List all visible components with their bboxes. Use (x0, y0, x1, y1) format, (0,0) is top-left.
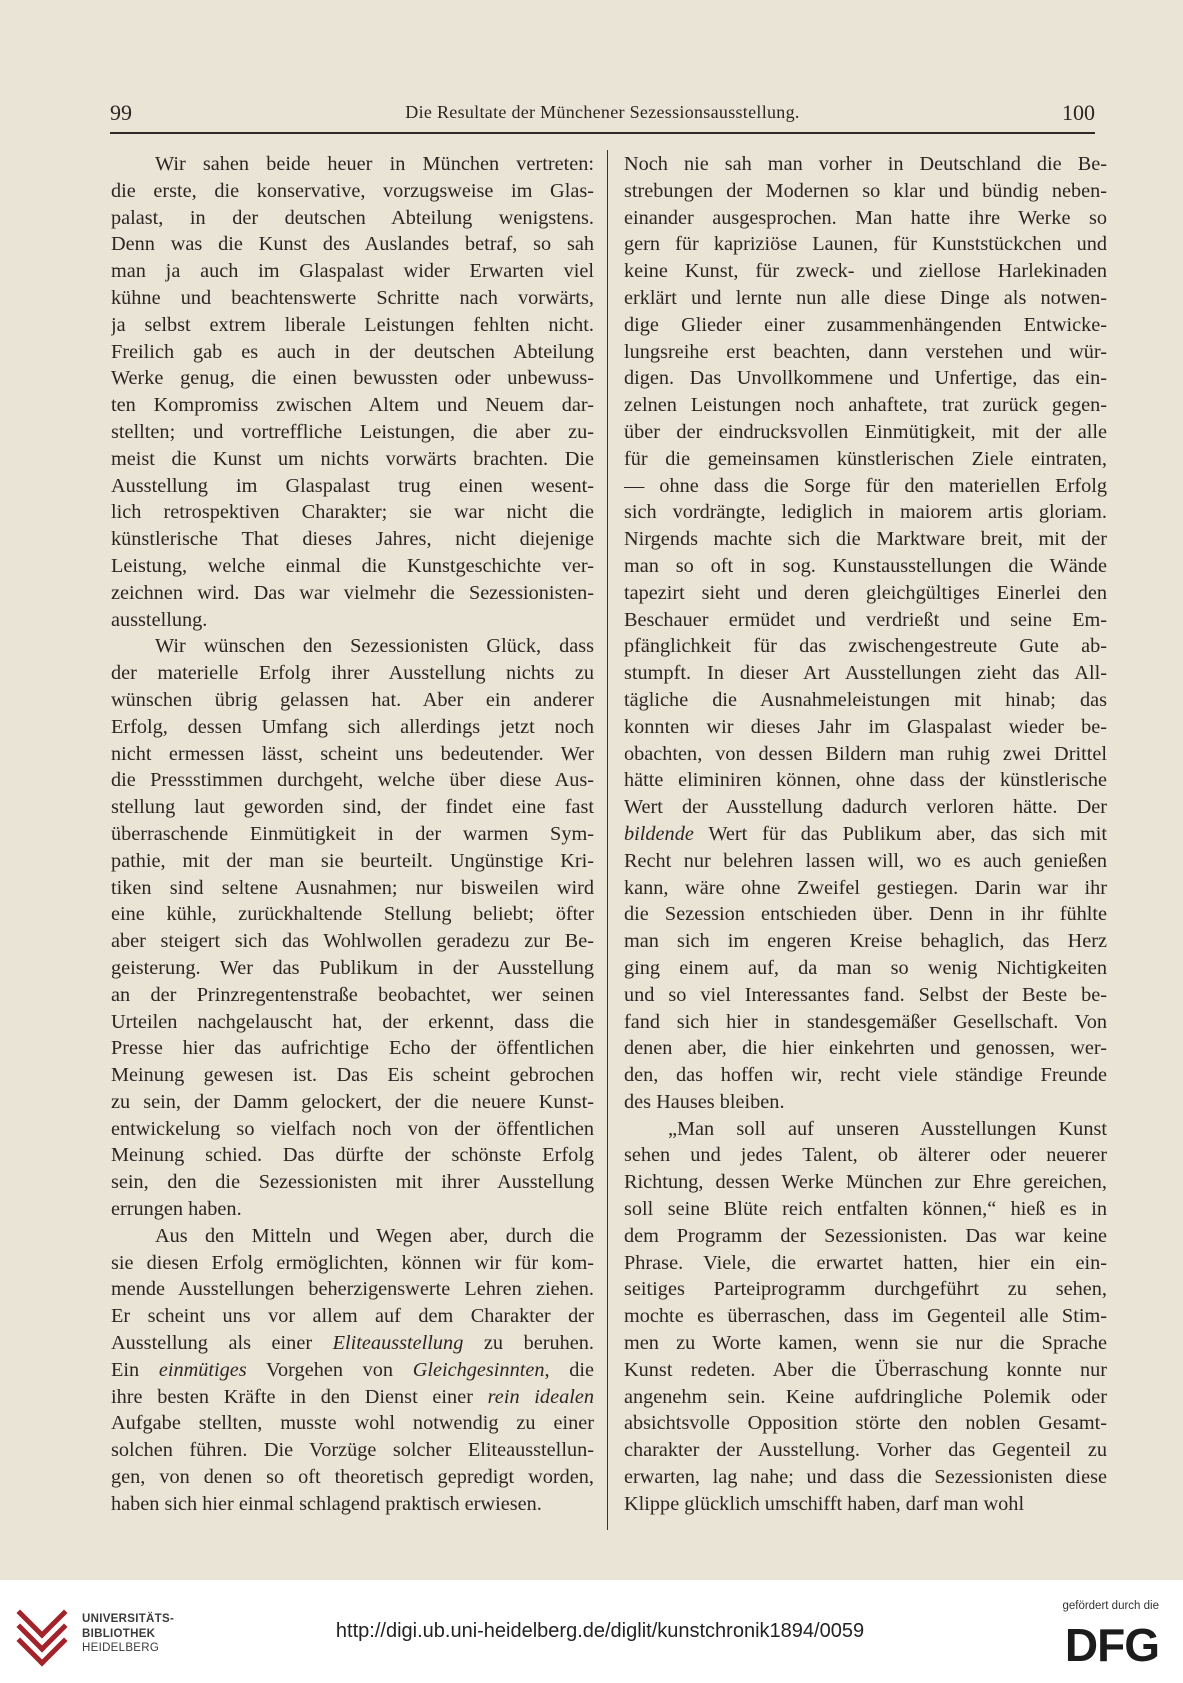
text-line: gen, von denen so oft theoretisch gepredigt worden, (111, 1466, 594, 1489)
text-line: Phrase. Viele, die erwartet hatten, hier ein ein- (624, 1251, 1107, 1274)
running-title: Die Resultate der Münchener Sezessionsausstellung. (405, 102, 800, 122)
text-line: tiken sind seltene Ausnahmen; nur bisweilen wird (111, 876, 594, 899)
text-line: Aus den Mitteln und Wegen aber, durch die (155, 1224, 594, 1247)
text-line: soll seine Blüte reich entfalten können,“ hieß es in (624, 1198, 1107, 1221)
text-line: Ausstellung als einer Eliteausstellung zu beruhen. (111, 1332, 594, 1355)
permalink-url[interactable]: http://digi.ub.uni-heidelberg.de/diglit/kunstchronik1894/0059 (335, 1620, 865, 1642)
text-line: mochte es überraschen, dass im Gegenteil alle Stim- (624, 1305, 1107, 1328)
text-line: gern für kapriziöse Launen, für Kunststückchen und (624, 233, 1107, 256)
text-line: Recht nur belehren lassen will, wo es auch genießen (624, 849, 1107, 872)
text-line: „Man soll auf unseren Ausstellungen Kunst (668, 1117, 1107, 1140)
text-line: Wert der Ausstellung dadurch verloren hätte. Der (624, 796, 1107, 819)
text-line: Noch nie sah man vorher in Deutschland die Be- (624, 153, 1107, 175)
text-line: entwickelung so vielfach noch von der öffentlichen (111, 1117, 594, 1140)
text-line: — ohne dass die Sorge für den materiellen Erfolg (624, 474, 1107, 497)
text-line: konnten wir dieses Jahr im Glaspalast wieder be- (624, 715, 1107, 738)
text-line: man sich im engeren Kreise behaglich, das Herz (624, 930, 1107, 953)
text-line: einander ausgesprochen. Man hatte ihre Werke so (624, 206, 1107, 229)
text-line: Denn was die Kunst des Auslandes betraf, so sah (111, 233, 594, 256)
text-line: Meinung gewesen ist. Das Eis scheint gebrochen (111, 1064, 594, 1087)
text-line: Urteilen nachgelauscht hat, der erkennt, dass die (111, 1010, 594, 1033)
text-line: Wir sahen beide heuer in München vertreten: (155, 153, 594, 175)
text-line: Freilich gab es auch in der deutschen Abteilung (111, 340, 594, 363)
text-line: stellung laut geworden sind, der findet eine fast (111, 796, 594, 819)
text-line: errungen haben. (111, 1198, 242, 1221)
university-library-logo-icon (14, 1605, 70, 1667)
text-line: Klippe glücklich umschifft haben, darf man wohl (624, 1492, 1025, 1515)
text-line: überraschende Einmütigkeit in der warmen Sym- (111, 822, 594, 845)
text-line: sein, den die Sezessionisten mit ihrer Ausstellung (111, 1171, 594, 1194)
text-line: zelnen Leistungen noch anhaftete, trat zurück gegen- (624, 394, 1107, 417)
text-line: ging einem auf, da man so wenig Nichtigkeiten (624, 956, 1107, 979)
text-line: denen aber, die hier einkehrten und genossen, wer- (624, 1037, 1107, 1060)
text-line: Ausstellung im Glaspalast trug einen wesent- (111, 474, 594, 497)
text-line: Aufgabe stellten, musste wohl notwendig zu einer (111, 1412, 594, 1435)
text-line: dem Programm der Sezessionisten. Das war keine (624, 1224, 1107, 1247)
text-line: Er scheint uns vor allem auf dem Charakter der (111, 1305, 594, 1328)
text-line: haben sich hier einmal schlagend praktisch erwiesen. (111, 1492, 542, 1515)
text-line: und so viel Interessantes fand. Selbst der Beste be- (624, 983, 1107, 1006)
text-line: wünschen übrig gelassen hat. Aber ein anderer (111, 688, 594, 711)
text-line: digen. Das Unvollkommene und Unfertige, das ein- (624, 367, 1107, 390)
text-line: man so oft in sog. Kunstausstellungen die Wände (624, 554, 1107, 577)
page-number-right: 100 (1062, 100, 1095, 125)
text-line: lungsreihe erst beachten, dann verstehen und wür- (624, 340, 1107, 363)
text-line: Presse hier das aufrichtige Echo der öffentlichen (111, 1037, 594, 1060)
text-line: Nirgends machte sich die Marktware breit, mit der (624, 528, 1107, 551)
text-line: pfänglichkeit für das zwischengestreute Gute ab- (624, 635, 1107, 658)
text-line: obachten, von dessen Bildern man ruhig zwei Drittel (624, 742, 1107, 765)
text-line: des Hauses bleiben. (624, 1090, 785, 1113)
text-line: Leistung, welche einmal die Kunstgeschichte ver- (111, 554, 594, 577)
text-line: geisterung. Wer das Publikum in der Ausstellung (111, 956, 594, 979)
text-line: palast, in der deutschen Abteilung wenigstens. (111, 206, 594, 229)
text-line: keine Kunst, für zweck- und ziellose Harlekinaden (624, 260, 1107, 283)
text-line: strebungen der Modernen so klar und bündig neben- (624, 179, 1107, 202)
text-line: mende Ausstellungen beherzigenswerte Lehren ziehen. (111, 1278, 594, 1301)
text-line: bildende Wert für das Publikum aber, das sich mit (624, 822, 1107, 845)
left-text-column (111, 151, 594, 1531)
text-line: hätte eliminiren können, ohne dass der künstlerische (624, 769, 1107, 792)
text-line: Meinung schied. Das dürfte der schönste Erfolg (111, 1144, 594, 1167)
text-line: Wir wünschen den Sezessionisten Glück, dass (155, 635, 594, 658)
page-header (110, 100, 1095, 128)
text-line: fand sich hier in standesgemäßer Gesellschaft. Von (624, 1010, 1107, 1033)
library-name[interactable] (82, 1612, 174, 1656)
text-line: tägliche die Ausnahmeleistungen mit hinab; das (624, 688, 1107, 711)
text-line: absichtsvolle Opposition störte den noblen Gesamt- (624, 1412, 1107, 1435)
text-line: an der Prinzregentenstraße beobachtet, wer seinen (111, 983, 594, 1006)
text-line: Beschauer ermüdet und verdrießt und seine Em- (624, 608, 1107, 631)
text-line: kühne und beachtenswerte Schritte nach vorwärts, (111, 286, 594, 309)
text-line: Erfolg, dessen Umfang sich allerdings jetzt noch (111, 715, 594, 738)
text-line: über der eindrucksvollen Einmütigkeit, mit der alle (624, 420, 1107, 443)
text-line: erwarten, lag nahe; und dass die Sezessionisten diese (624, 1466, 1107, 1489)
text-line: sehen und jedes Talent, ob älterer oder neuerer (624, 1144, 1107, 1167)
text-line: meist die Kunst um nichts vorwärts brachten. Die (111, 447, 594, 470)
header-rule (110, 132, 1095, 134)
text-line: Ein einmütiges Vorgehen von Gleichgesinnten, die (111, 1358, 594, 1381)
text-line: pathie, mit der man sie beurteilt. Ungünstige Kri- (111, 849, 594, 872)
text-line: tapezirt sieht und deren gleichgültiges Einerlei den (624, 581, 1107, 604)
text-line: aber steigert sich das Wohlwollen geradezu zur Be- (111, 930, 594, 953)
text-line: ausstellung. (111, 608, 208, 631)
column-divider (607, 150, 608, 1530)
text-line: der materielle Erfolg ihrer Ausstellung nichts zu (111, 662, 594, 685)
text-line: man ja auch im Glaspalast wider Erwarten viel (111, 260, 594, 283)
library-name-line2: BIBLIOTHEK (82, 1627, 156, 1640)
text-line: sich vordrängte, lediglich in maiorem artis gloriam. (624, 501, 1107, 524)
footer-bar (0, 1580, 1183, 1683)
library-name-line3: HEIDELBERG (82, 1642, 160, 1654)
text-line: dige Glieder einer zusammenhängenden Entwicke- (624, 313, 1107, 336)
dfg-logo[interactable]: DFG (1064, 1619, 1159, 1671)
text-line: ja selbst extrem liberale Leistungen fehlten nicht. (111, 313, 594, 336)
text-line: solchen führen. Die Vorzüge solcher Eliteausstellun- (111, 1439, 594, 1462)
text-line: nicht ermessen lässt, scheint uns bedeutender. Wer (111, 742, 594, 765)
text-line: für die gemeinsamen künstlerischen Ziele eintraten, (624, 447, 1107, 470)
text-line: stellten; und vortreffliche Leistungen, die aber zu- (111, 420, 594, 443)
text-line: seitiges Parteiprogramm durchgeführt zu sehen, (624, 1278, 1107, 1301)
text-line: den, das hoffen wir, recht viele ständige Freunde (624, 1064, 1107, 1087)
funding-note: gefördert durch die (1062, 1600, 1159, 1612)
text-line: Werke genug, die einen bewussten oder unbewuss- (111, 367, 594, 390)
text-line: ihre besten Kräfte in den Dienst einer rein idealen (111, 1385, 594, 1408)
text-line: Kunst redeten. Aber die Überraschung konnte nur (624, 1358, 1107, 1381)
text-line: zeichnen wird. Das war vielmehr die Sezessionisten- (111, 581, 594, 604)
text-line: erklärt und lernte nun alle diese Dinge als notwen- (624, 286, 1107, 309)
library-name-line1: UNIVERSITÄTS- (82, 1613, 175, 1625)
text-line: zu sein, der Damm gelockert, der die neuere Kunst- (111, 1090, 594, 1113)
text-line: lich retrospektiven Charakter; sie war nicht die (111, 501, 594, 524)
text-line: sie diesen Erfolg ermöglichten, können wir für kom- (111, 1251, 594, 1274)
text-line: charakter der Ausstellung. Vorher das Gegenteil zu (624, 1439, 1107, 1462)
text-line: künstlerische That dieses Jahres, nicht diejenige (111, 528, 594, 551)
right-text-column (624, 151, 1107, 1531)
text-line: die Sezession entschieden über. Denn in ihr fühlte (624, 903, 1107, 926)
page-number-left: 99 (110, 100, 132, 125)
text-line: men zu Worte kamen, wenn sie nur die Sprache (624, 1332, 1107, 1355)
text-line: stumpft. In dieser Art Ausstellungen zieht das All- (624, 662, 1107, 685)
text-line: die Pressstimmen durchgeht, welche über diese Aus- (111, 769, 594, 792)
text-line: die erste, die konservative, vorzugsweise im Glas- (111, 179, 594, 202)
text-line: ten Kompromiss zwischen Altem und Neuem dar- (111, 394, 594, 417)
text-line: eine kühle, zurückhaltende Stellung beliebt; öfter (111, 903, 594, 926)
text-line: Richtung, dessen Werke München zur Ehre gereichen, (624, 1171, 1107, 1194)
text-line: kann, wäre ohne Zweifel gestiegen. Darin war ihr (624, 876, 1107, 899)
text-line: angenehm sein. Keine aufdringliche Polemik oder (624, 1385, 1107, 1408)
